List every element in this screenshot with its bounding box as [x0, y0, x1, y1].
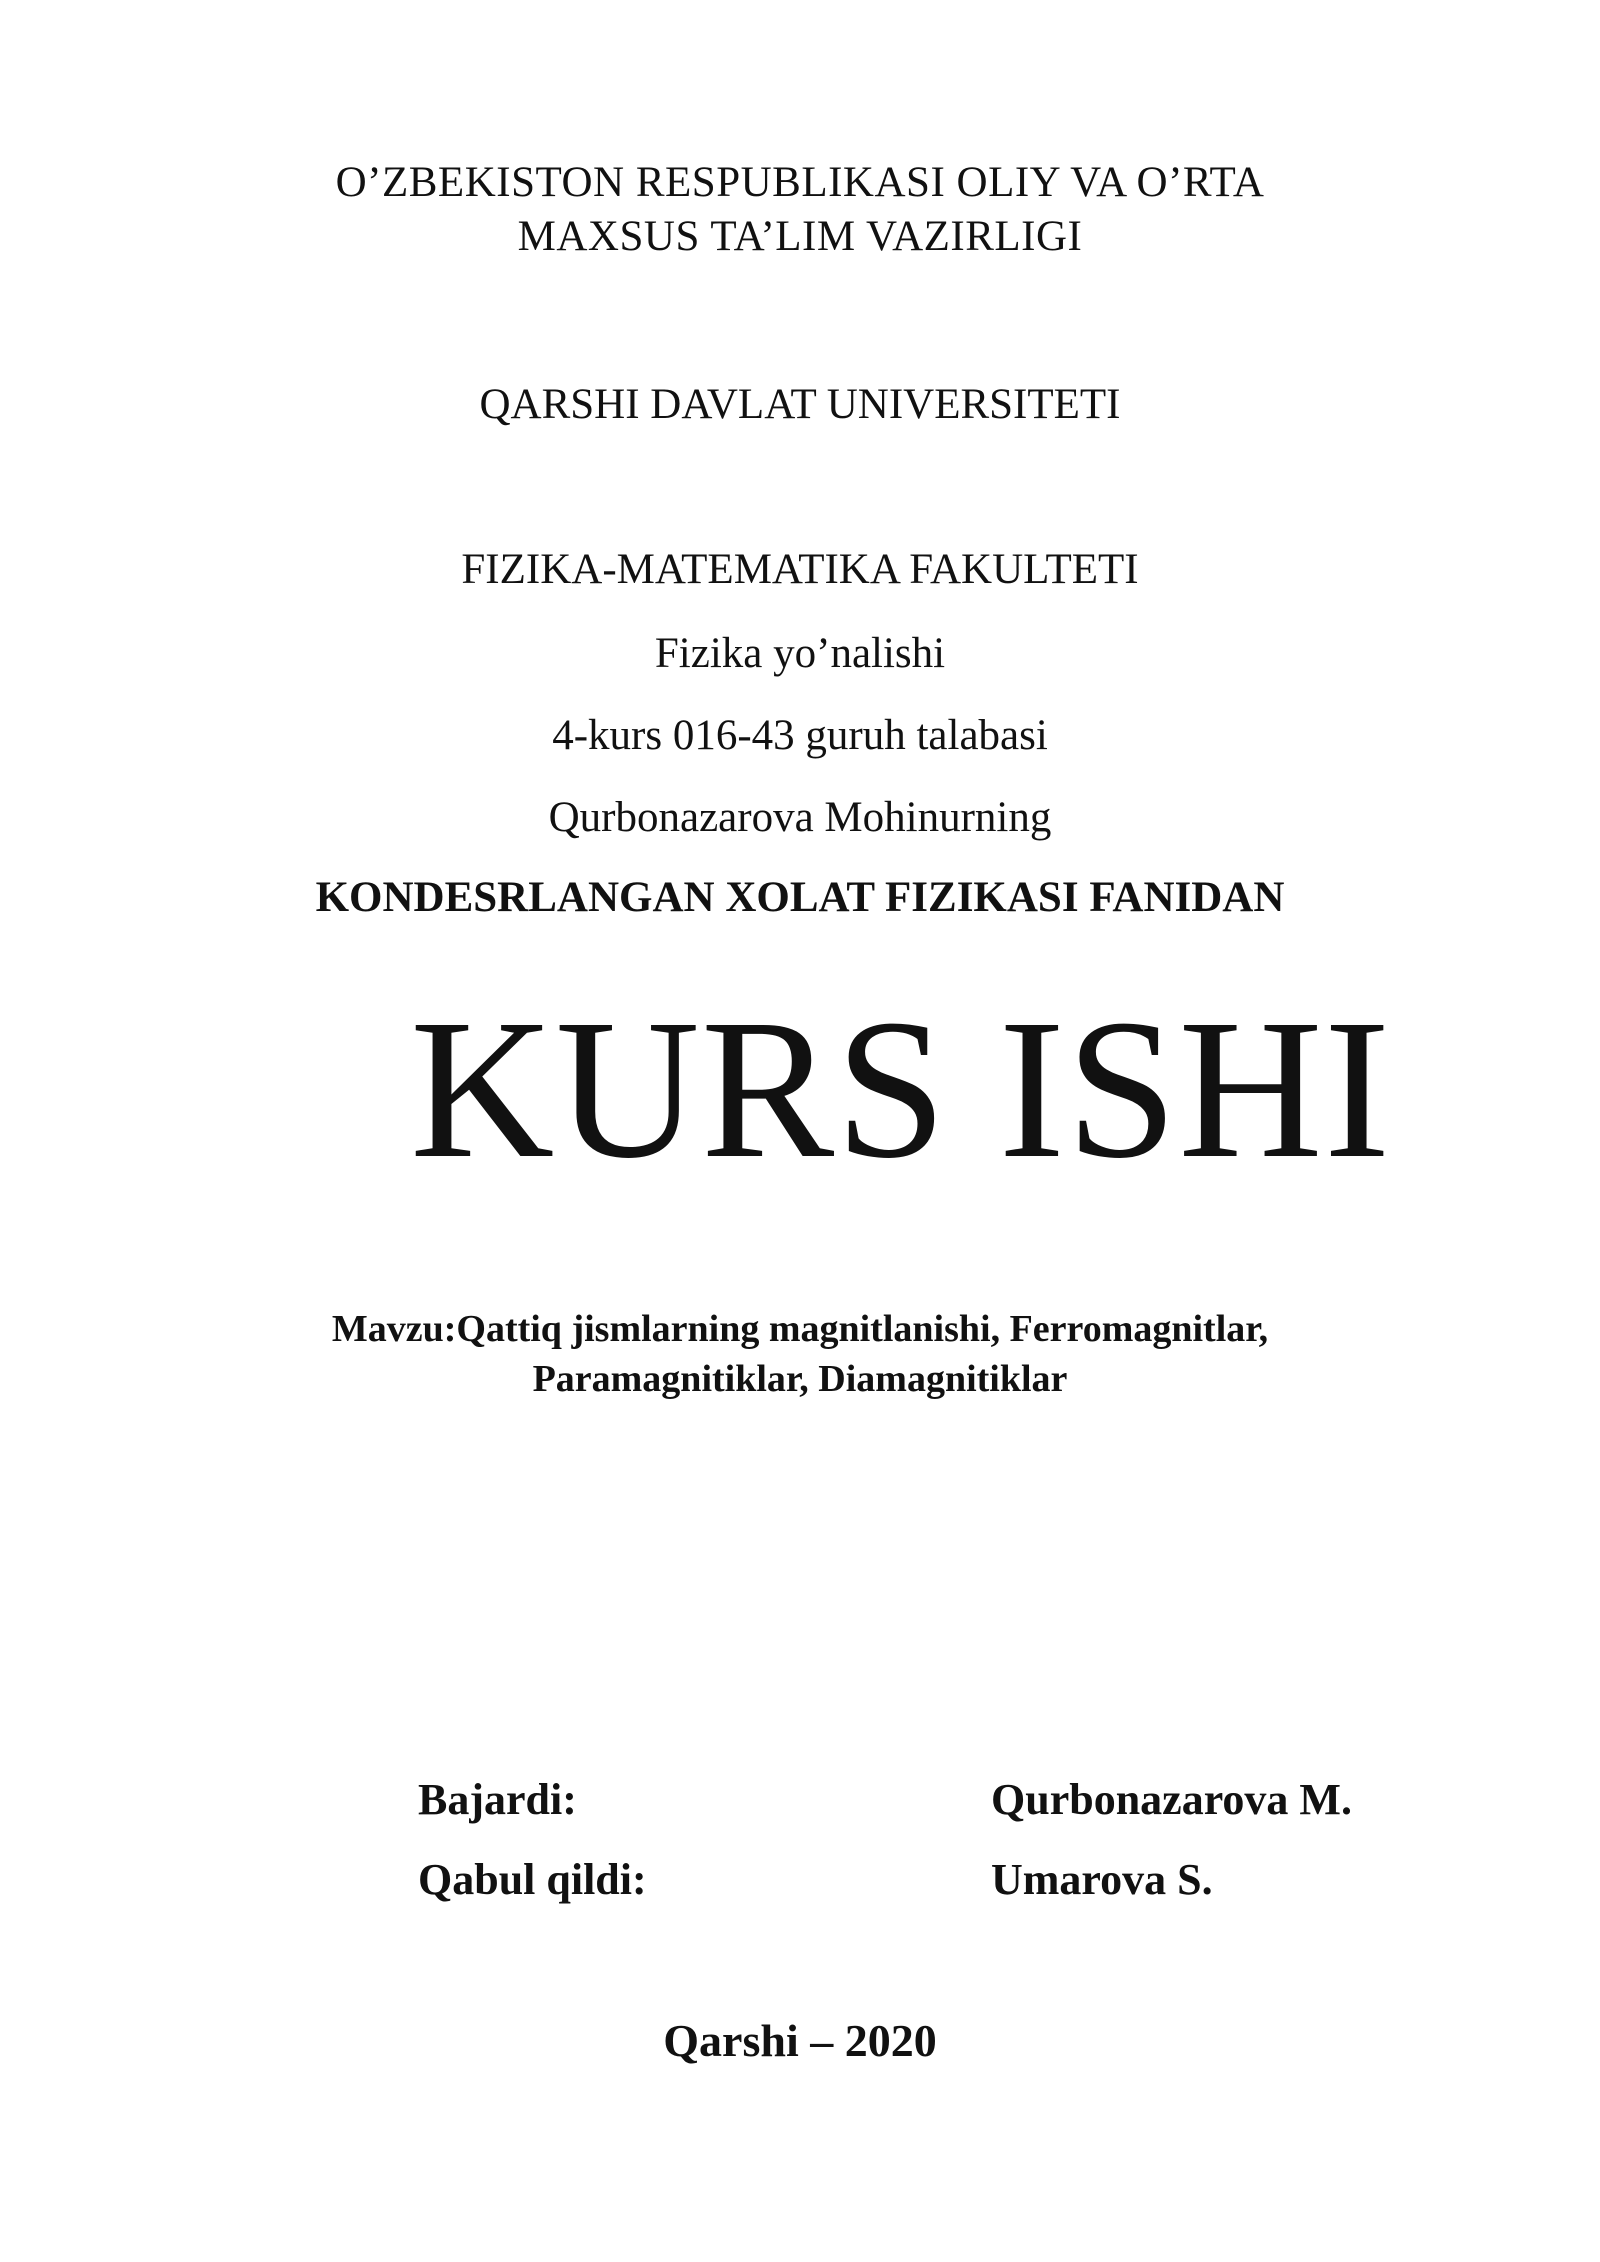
study-direction: Fizika yo’nalishi: [654, 630, 946, 677]
ministry-heading-line2: MAXSUS TA’LIM VAZIRLIGI: [517, 213, 1083, 260]
topic-line2: Paramagnitiklar, Diamagnitiklar: [532, 1358, 1068, 1400]
faculty-name: FIZIKA-MATEMATIKA FAKULTETI: [461, 546, 1139, 593]
university-name: QARSHI DAVLAT UNIVERSITETI: [479, 381, 1121, 428]
subject-heading: KONDESRLANGAN XOLAT FIZIKASI FANIDAN: [315, 874, 1285, 921]
ministry-heading-line1: O’ZBEKISTON RESPUBLIKASI OLIY VA O’RTA: [335, 159, 1265, 206]
student-name: Qurbonazarova Mohinurning: [548, 794, 1052, 841]
performed-by-name: Qurbonazarova M.: [991, 1775, 1352, 1824]
city-year-footer: Qarshi – 2020: [663, 2015, 937, 2066]
student-group: 4-kurs 016-43 guruh talabasi: [552, 712, 1048, 759]
accepted-by-label: Qabul qildi:: [418, 1855, 647, 1904]
topic-line1: Mavzu:Qattiq jismlarning magnitlanishi, Ferromagnitlar,: [331, 1308, 1269, 1350]
accepted-by-name: Umarova S.: [991, 1855, 1213, 1904]
document-title: KURS ISHI: [410, 979, 1392, 1200]
performed-by-label: Bajardi:: [418, 1775, 577, 1824]
